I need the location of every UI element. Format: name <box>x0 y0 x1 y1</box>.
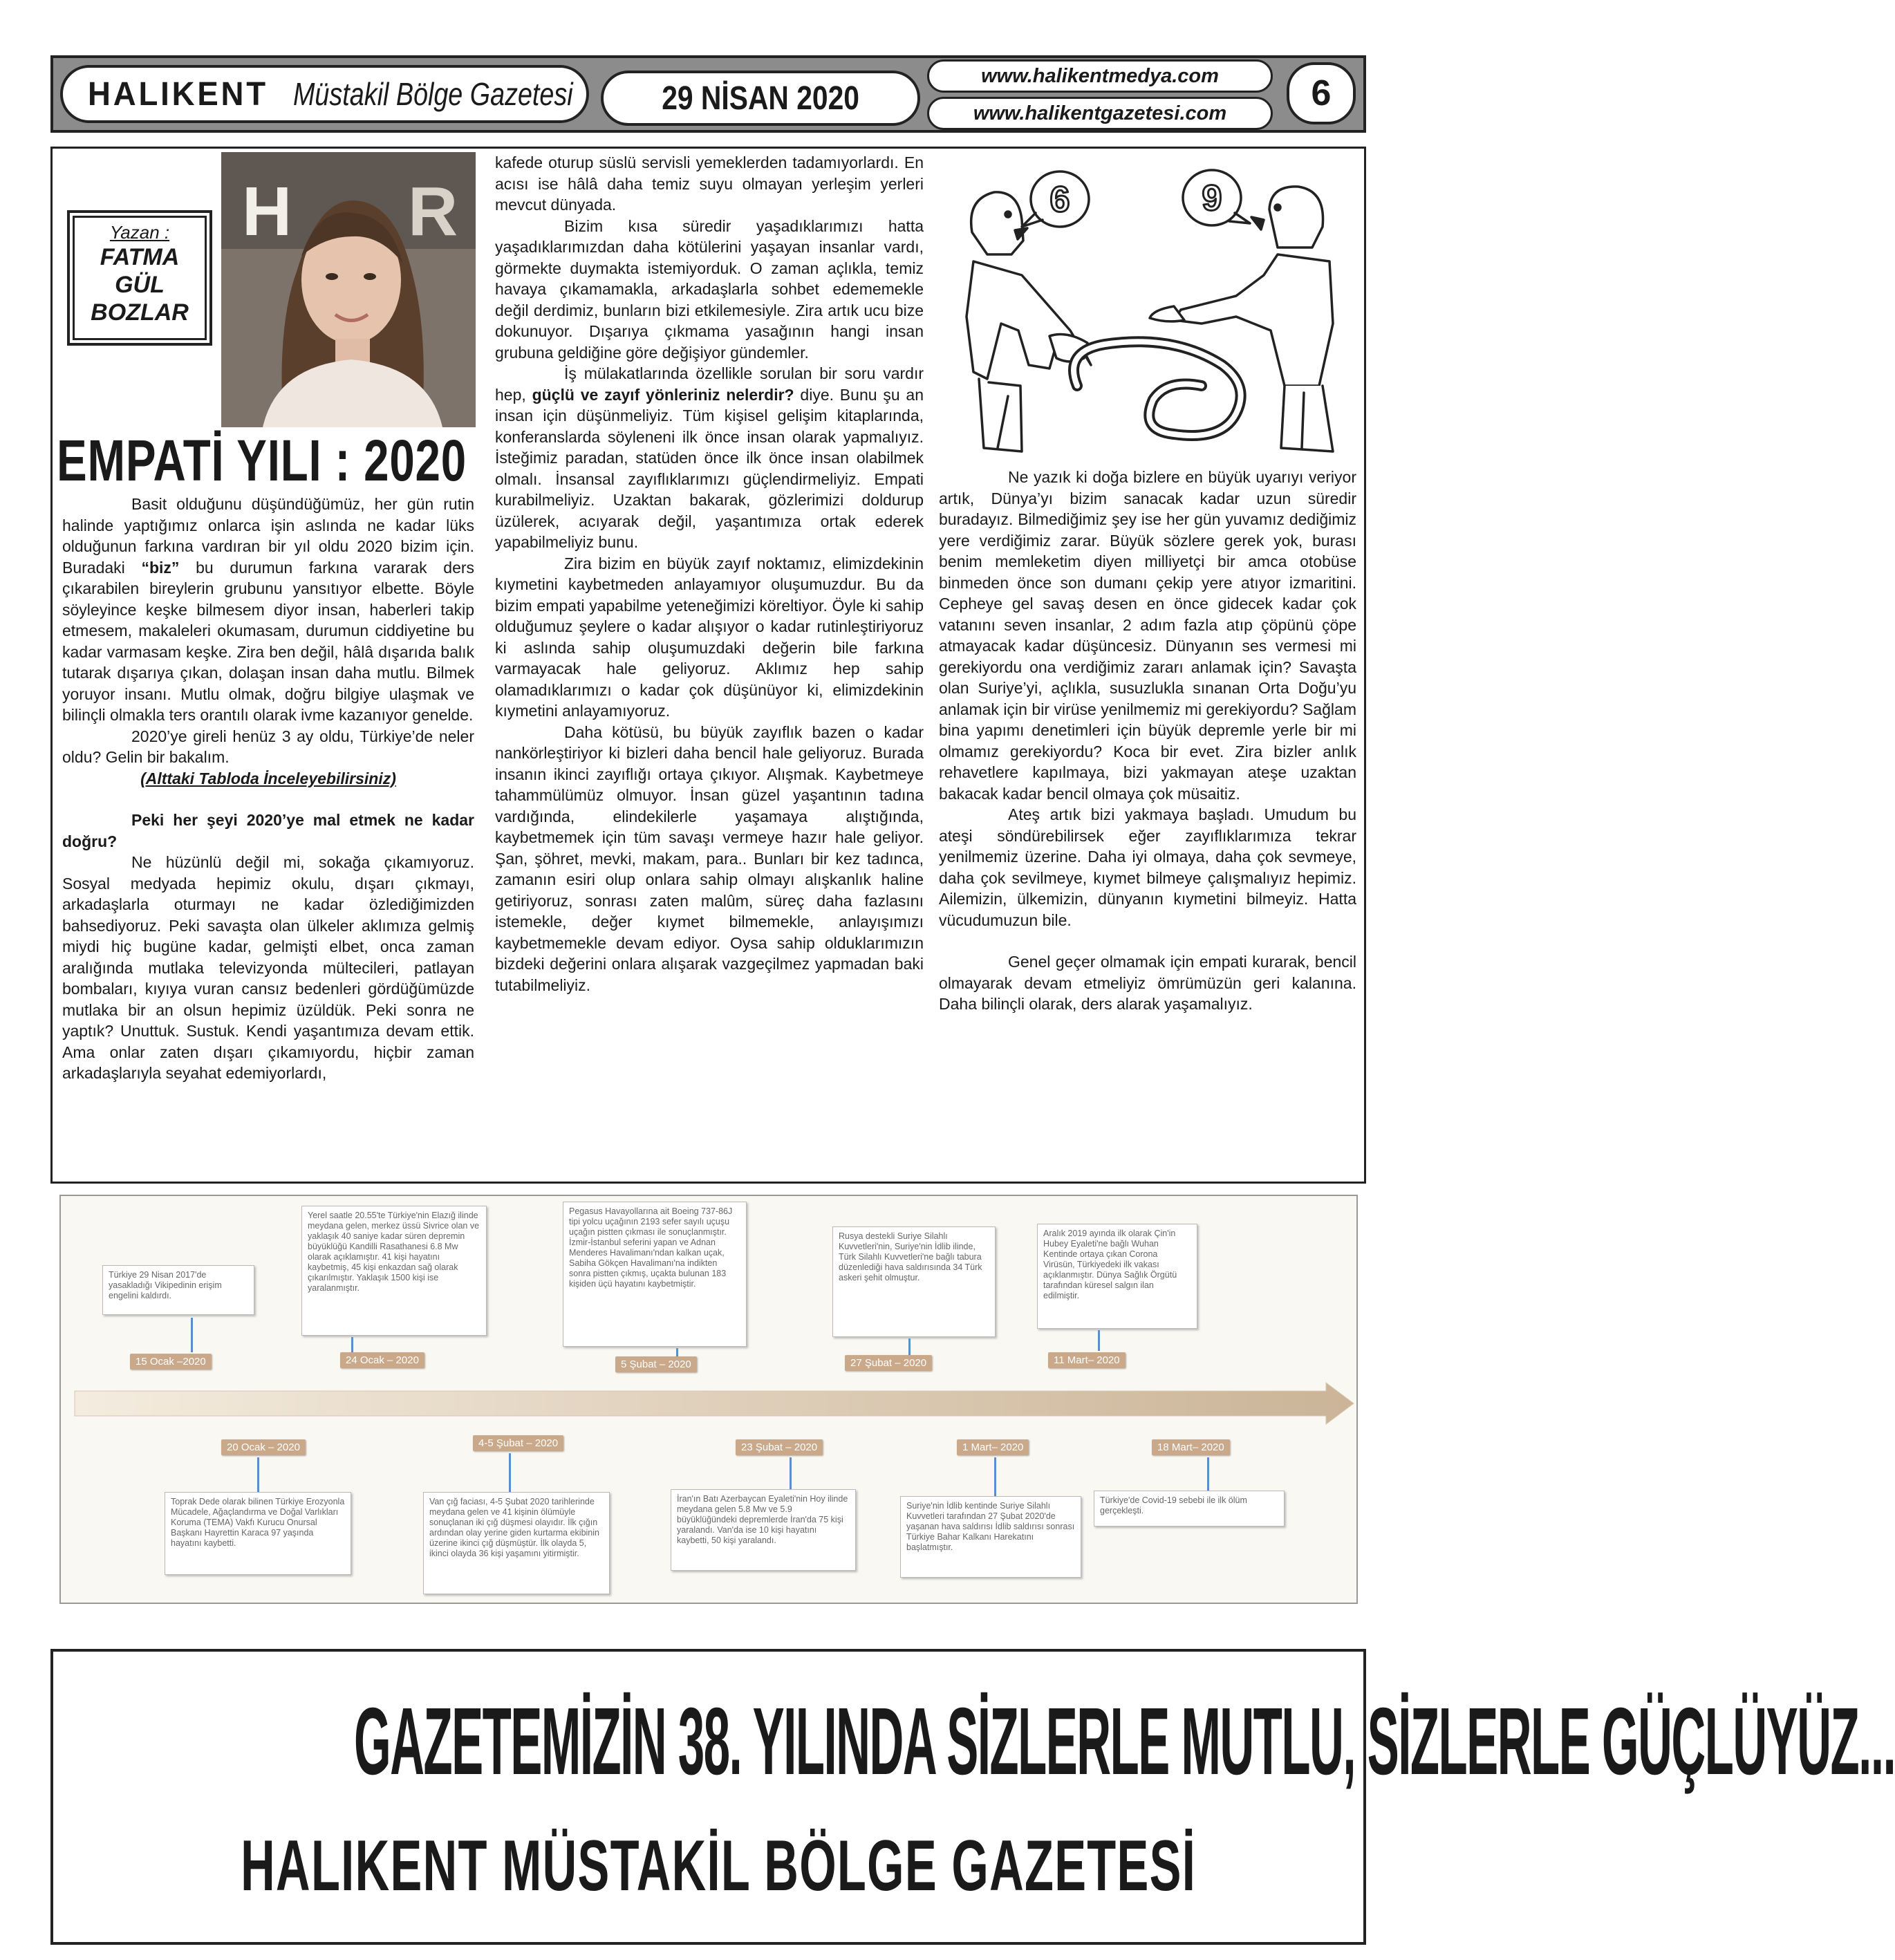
author-box <box>67 210 212 346</box>
paragraph: Bizim kısa süredir yaşadıklarımızı hatta yaşadıklarımızdan daha kötülerini yaşayan insanlar vardı, görmekte duymakta istemiyorduk. O zaman açlıkla, temiz havaya çıkamamakla, arkadaşlarla sohbet edememekle değil derdimiz, bunların bizi etkilemesiyle. Zira artık ucu bize dokunuyor. Dışarıya çıkmama yasağının hangi insan grubuna geldiğine göre değişiyor gündemler. <box>495 216 924 362</box>
masthead-title <box>60 65 589 123</box>
svg-text:R: R <box>408 173 458 250</box>
timeline-event-4: Rusya destekli Suriye Silahlı Kuvvetleri'nin, Suriye'nin İdlib ilinde, Türk Silahlı Kuvvetleri'ne bağlı tabura düzenlediği hava saldırısında 34 Türk askeri şehit olmuştur. <box>832 1226 996 1337</box>
timeline-date-5: 11 Mart– 2020 <box>1048 1352 1126 1368</box>
author-photo <box>221 152 476 427</box>
timeline-connector <box>908 1338 911 1355</box>
timeline-connector <box>994 1457 996 1496</box>
website-link-1-text: www.halikentmedya.com <box>981 64 1219 87</box>
author-portrait-image <box>221 152 476 427</box>
paragraph: İş mülakatlarında özellikle sorulan bir soru vardır hep, güçlü ve zayıf yönleriniz nelerdir? diye. Bunu şu an insan için düşünmeliyiz. Tüm kişisel gelişim kitaplarında, konferanslarda söyleneni ilk önce insan olarak yapmalıyız. İsteğimiz paradan, statüden önce ilk önce insan olabilmek olmalı. İnsansal zayıflıklarımızı güçlendirmeliyiz. Empati kurabilmeliyiz. Uzaktan bakarak, gözlerimizi doldurup üzülerek, acıyarak değil, yaşantımıza ortak ederek yapabilmeliyiz bunu. <box>495 364 924 551</box>
timeline-event-10: Türkiye'de Covid-19 sebebi ile ilk ölüm gerçekleşti. <box>1094 1491 1285 1527</box>
paragraph: Daha kötüsü, bu büyük zayıflık bazen o kadar nankörleştiriyor ki bizleri daha bencil hale geliyoruz. Burada insanın ikinci zayıflığı ortaya çıkıyor. Alışmak. Kaybetmeye tahammülümüz olmuyor. İnsan güzel yaşantının tadına vardığında, elindekilerle yaşamaya alıştığında, kaybetmemek için tüm savaşı vermeye hazır hale geliyor. Şan, şöhret, mevki, makam, para.. Bunları bir kez tadınca, zamanın esiri olup onlara sahip olmayı alışkanlık haline getiriyoruz, sonrası zaten malûm, süreç daha fazlasını istemekle, değer kıymet bilmemekle, anlayışımızı kaybetmemekle devam ediyor. Oysa sahip olduklarımızın bizdeki değerini onlara alışarak vazgeçilmez yapmadan baki tutabilmeliyiz. <box>495 722 924 994</box>
issue-date <box>601 71 920 126</box>
newspaper-name: HALIKENT MÜSTAKİL BÖLGE GAZETESİ <box>241 1826 1197 1906</box>
masthead-bar <box>50 55 1366 133</box>
timeline-connector <box>509 1453 511 1492</box>
svg-text:H: H <box>242 173 292 250</box>
paragraph: Zira bizim en büyük zayıf noktamız, elimizdekinin kıymetini kaybetmeden anlayamıyor oluşumuzdur. Bu da bizim empati yapabilme yeteneğimizi köreltiyor. Öyle ki sahip olduğumuz şeylere o kadar alışıyor o kadar rutinleştiriyoruz ki aslında sahip oluşumuzdaki değerin bile farkına varmayacak hale geliyoruz. Aklımız hep sahip olamadıklarımızı o kadar çok düşünüyor ki, elimizdekinin kıymetini anlayamıyoruz. <box>495 554 924 720</box>
table-reference: (Alttaki Tabloda İnceleyebilirsiniz) <box>140 769 396 787</box>
timeline-connector <box>1098 1330 1100 1351</box>
paragraph: Ne hüzünlü değil mi, sokağa çıkamıyoruz. Sosyal medyada hepimiz okulu, dışarı çıkmayı, arkadaşlarla oturmayı ne kadar özlediğimizden bahsediyoruz. Peki savaşta olan ülkeler aklımıza gelmiş miydi hiç bugüne kadar, gelmişti elbet, onca zaman aralığında mutlaka televizyonda mültecileri, patlayan bombaları, kıyıya vuran cansız bedenleri gördüğümüzde mutlaka bir an olsun hepimiz üzüldük. Peki sonra ne yaptık? Unuttuk. Sustuk. Kendi yaşantımıza devam ettik. Ama onlar zaten dışarı çıkamıyordu, hiçbir zaman arkadaşlarıyla seyahat edemiyorlardı, <box>62 853 474 1082</box>
timeline-event-1: Türkiye 29 Nisan 2017'de yasakladığı Vikipedinin erişim engelini kaldırdı. <box>102 1265 254 1315</box>
anniversary-slogan: GAZETEMİZİN 38. YILINDA SİZLERLE MUTLU, SİZLERLE GÜÇLÜYÜZ... <box>354 1688 1895 1795</box>
timeline-connector <box>351 1337 353 1352</box>
timeline-date-3: 5 Şubat – 2020 <box>615 1356 697 1372</box>
timeline-event-6: Toprak Dede olarak bilinen Türkiye Erozyonla Mücadele, Ağaçlandırma ve Doğal Varlıkları Koruma (TEMA) Vakfı Kurucu Onursal Başkanı Hayrettin Karaca 97 yaşında hayatını kaybetti. <box>165 1492 351 1575</box>
timeline-connector <box>257 1457 259 1492</box>
timeline-event-8: İran'ın Batı Azerbaycan Eyaleti'nin Hoy ilinde meydana gelen 5.8 Mw ve 5.9 büyüklüğündeki depremlerde İran'da 75 kişi yaralandı. Van'da ise 10 kişi hayatını kaybetti, 50 kişi yaralandı. <box>671 1489 856 1571</box>
website-link-2-text: www.halikentgazetesi.com <box>973 102 1227 124</box>
right-bubble-digit: 9 <box>1202 178 1222 218</box>
timeline-date-6: 20 Ocak – 2020 <box>221 1439 306 1455</box>
timeline-date-10: 18 Mart– 2020 <box>1152 1439 1230 1455</box>
timeline-date-9: 1 Mart– 2020 <box>957 1439 1029 1455</box>
article-column-2 <box>495 152 924 996</box>
cartoon-illustration <box>946 158 1361 462</box>
author-name-last: BOZLAR <box>91 299 189 326</box>
timeline-event-2: Yerel saatle 20.55'te Türkiye'nin Elazığ ilinde meydana gelen, merkez üssü Sivrice olan ve yaklaşık 40 saniye kadar süren depremin büyüklüğü Kandilli Rasathanesi 6.8 Mw olarak açıklamıştır. 41 kişi hayatını kaybetmiş, 45 kişi enkazdan sağ olarak çıkarılmıştır. Yaklaşık 1500 kişi ise yaralanmıştır. <box>301 1206 487 1336</box>
paragraph: Basit olduğunu düşündüğümüz, her gün rutin halinde yaptığımız onlarca işin aslında ne kadar lüks olduğunun farkına vardıran bir yıl oldu 2020 bizim için. Buradaki “biz” bu durumun farkına vararak ders çıkarabilen bireylerin grubunu yansıtıyor elbette. Böyle söyleyince keşke bilmesem diyor insan, haberleri takip etmesem, makaleleri okumasam, durumun ciddiyetine bu kadar varmasam keşke. Zira ben değil, hâlâ dışarıda balık tutarak dışarıya çıkan, dolaşan insan daha mutlu. Bilmek yoruyor insanı. Mutlu olmak, doğru bilgiye ulaşmak ve bilinçli olmakla ters orantılı olarak ivme kazanıyor genelde. <box>62 495 475 724</box>
brand-subtitle: Müstakil Bölge Gazetesi <box>292 76 573 112</box>
timeline-connector <box>191 1318 193 1352</box>
author-name-first: FATMA <box>100 244 180 270</box>
author-name-middle: GÜL <box>115 272 165 298</box>
timeline-date-8: 23 Şubat – 2020 <box>736 1439 823 1455</box>
cartoon-6-9 <box>946 158 1361 462</box>
article-title: EMPATİ YILI : 2020 <box>57 428 467 493</box>
paragraph: Ateş artık bizi yakmaya başladı. Umudum bu ateşi söndürebilirsek eğer zayıflıklarımıza tekrar yenilmemiz üzerine. Daha iyi olmaya, daha çok sevmeye, daha çok sevilmeye, kıymet bilmeye çalışmalıyız hepimiz. Ailemizin, ülkemizin, dünyanın kıymetini bilmeyiz. Hatta vücudumuzun bile. <box>939 805 1356 929</box>
timeline-date-2: 24 Ocak – 2020 <box>340 1352 424 1368</box>
paragraph: Genel geçer olmamak için empati kurarak, bencil olmayarak devam etmeliyiz ömrümüzün geri kalanına. Daha bilinçli olarak, ders alarak yaşamalıyız. <box>939 953 1356 1013</box>
timeline-date-1: 15 Ocak –2020 <box>130 1354 212 1370</box>
timeline-event-5: Aralık 2019 ayında ilk olarak Çin'in Hubey Eyaleti'ne bağlı Wuhan Kentinde ortaya çıkan Corona Virüsün, Türkiyedeki ilk vakası açıklanmıştır. Dünya Sağlık Örgütü tarafından küresel salgın ilan edilmiştir. <box>1037 1224 1197 1329</box>
paragraph: kafede oturup süslü servisli yemeklerden tadamıyorlardı. En acısı ise hâlâ daha temiz suyu olmayan yerleşim yerleri mevcut dünyada. <box>495 153 924 214</box>
timeline-date-7: 4-5 Şubat – 2020 <box>473 1435 563 1451</box>
author-label: Yazan : <box>109 222 170 243</box>
timeline-event-9: Suriye'nin İdlib kentinde Suriye Silahlı Kuvvetleri tarafından 27 Şubat 2020'de yaşanan hava saldırısı İdlib saldırısı sonrası Türkiye Bahar Kalkanı Harekatını başlatmıştır. <box>900 1496 1081 1578</box>
timeline-event-3: Pegasus Havayollarına ait Boeing 737-86J tipi yolcu uçağının 2193 sefer sayılı uçuşu uçağın pistten çıkması ile sonuçlanmıştır. İzmir-İstanbul seferini yapan ve Adnan Menderes Havalimanı'ndan kalkan uçak, Sabiha Gökçen Havalimanı'na indikten sonra pistten çıkmış, uçakta bulunan 183 kişiden üçü hayatını kaybetmiştir. <box>563 1202 747 1347</box>
timeline-table <box>59 1195 1358 1604</box>
timeline-connector <box>790 1457 792 1489</box>
website-link-2[interactable] <box>927 97 1273 130</box>
article-column-3 <box>939 467 1356 1015</box>
timeline-connector <box>1207 1457 1209 1491</box>
issue-date-text: 29 NİSAN 2020 <box>662 80 859 117</box>
paragraph: Ne yazık ki doğa bizlere en büyük uyarıyı veriyor artık, Dünya’yı bizim sanacak kadar uzun süredir buradayız. Bilmediğimiz şey ise her gün yuvamız dediğimiz yere verdiğimiz zarar. Büyük sözlere gerek yok, burası benim memleketim diyen milliyetçi bir amca otobüse binmeden önce son dumanı çekip yere atıyor izmaritini. Cepheye gel savaş desen en önce gidecek kadar çok vatanını seven insanlar, 2 adım fazla atıp çöpünü çöpe atmayacak kadar düşüncesiz. Dünyanın ses vermesi mi gerekiyordu ona verdiğimiz zararı anlamak için? Savaşta olan Suriye’yi, açlıkla, susuzlukla sınanan Orta Doğu’yu anlamak için bir virüse yenilmemiz mi gerekiyordu? Sağlam bina yapımı denetimleri için büyük depremle yerle bir mi olmamız gerekiyordu? Koca bir evet. Zira bizler anlık rehavetlere kapılmaya, bizi yakmayan ateşe uzaktan bakacak kadar bencil olmaya çok müsaitiz. <box>939 468 1356 803</box>
brand-name: HALIKENT <box>88 75 268 113</box>
timeline-connector <box>676 1348 678 1356</box>
subheading: Peki her şeyi 2020’ye mal etmek ne kadar doğru? <box>62 811 474 850</box>
page-number-text: 6 <box>1311 73 1332 113</box>
timeline-date-4: 27 Şubat – 2020 <box>845 1355 932 1371</box>
page-number <box>1287 62 1356 124</box>
timeline-event-7: Van çığ faciası, 4-5 Şubat 2020 tarihlerinde meydana gelen ve 41 kişinin ölümüyle sonuçlanan iki çığ düşmesi olayıdır. İlk çığın ardından olay yerine giden kurtarma ekibinin üzerine ikinci çığ düşmüştür. İlk olayda 5, ikinci olayda 36 kişi yaşamını yitirmiştir. <box>423 1492 610 1594</box>
left-bubble-digit: 6 <box>1049 180 1070 220</box>
article-column-1 <box>62 494 474 1084</box>
paragraph: 2020’ye gireli henüz 3 ay oldu, Türkiye’de neler oldu? Gelin bir bakalım. <box>62 727 474 766</box>
website-link-1[interactable] <box>927 59 1273 93</box>
